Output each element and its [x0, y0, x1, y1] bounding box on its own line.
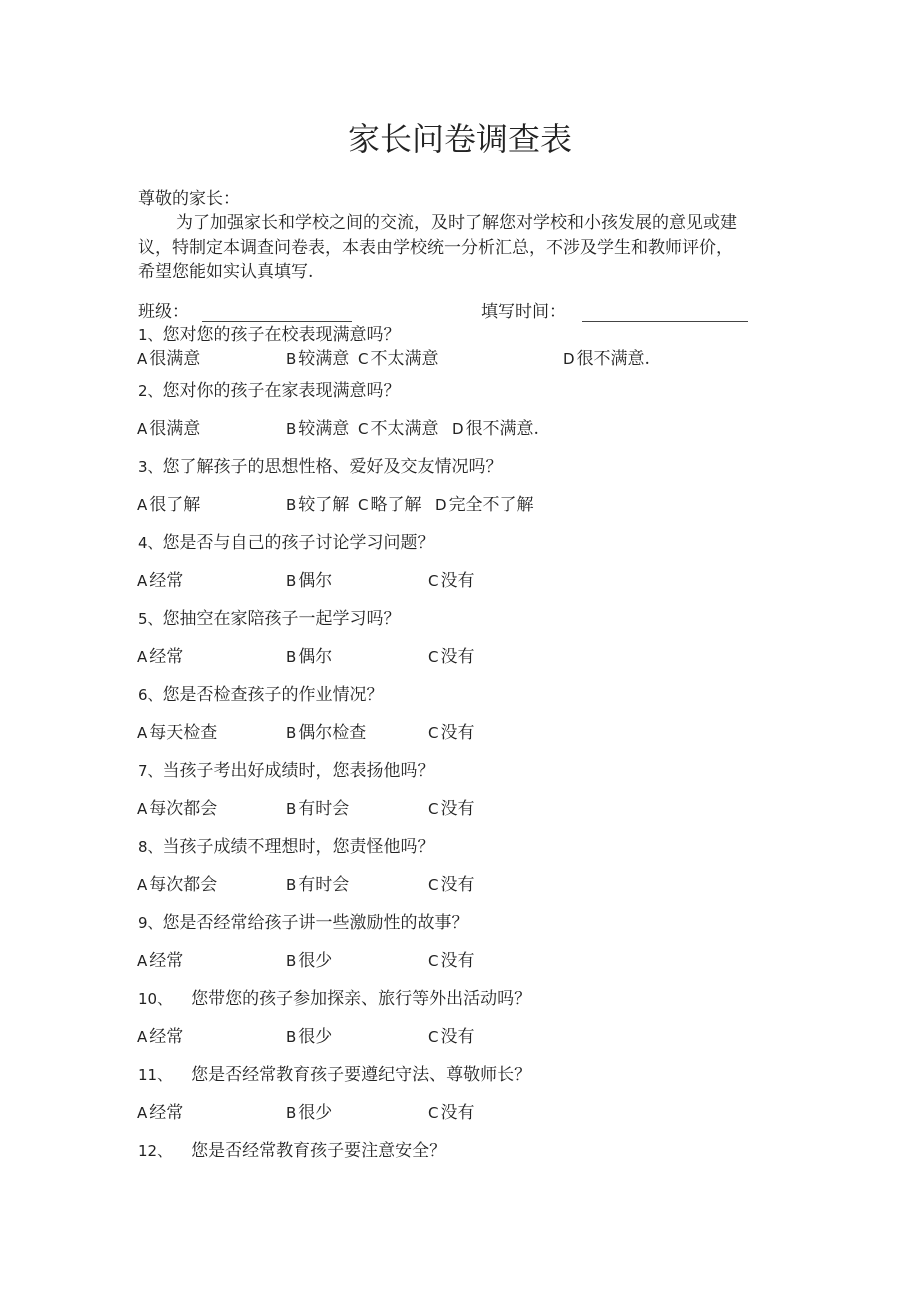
option-c[interactable] [428, 649, 474, 666]
option-label: 偶尔 [298, 647, 333, 667]
option-b[interactable] [286, 877, 349, 894]
option-letter: B [286, 420, 297, 438]
option-c[interactable] [358, 351, 438, 368]
option-letter: A [137, 350, 148, 368]
option-letter: B [286, 572, 297, 590]
option-label: 没有 [440, 951, 475, 971]
option-d[interactable] [435, 497, 534, 514]
option-letter: B [286, 350, 297, 368]
question-number: 6、 [138, 686, 163, 704]
option-c[interactable] [428, 1105, 474, 1122]
question-number: 12、 [138, 1142, 173, 1160]
option-b[interactable] [286, 351, 349, 368]
option-label: 没有 [440, 1027, 475, 1047]
option-b[interactable] [286, 497, 349, 514]
option-a[interactable] [137, 1029, 183, 1046]
option-letter: C [428, 572, 439, 590]
option-label: 经常 [149, 571, 184, 591]
option-a[interactable] [137, 725, 217, 742]
option-letter: C [428, 724, 439, 742]
option-label: 很少 [298, 1103, 333, 1123]
option-a[interactable] [137, 877, 217, 894]
option-letter: B [286, 496, 297, 514]
question-5 [138, 611, 401, 628]
question-8 [138, 839, 435, 856]
option-a[interactable] [137, 497, 200, 514]
option-a[interactable] [137, 573, 183, 590]
option-d[interactable] [452, 421, 539, 438]
option-letter: B [286, 876, 297, 894]
option-label: 完全不了解 [448, 495, 534, 515]
option-label: 较满意 [298, 419, 350, 439]
option-label: 很不满意. [576, 349, 650, 369]
option-b[interactable] [286, 1029, 332, 1046]
question-text: 当孩子考出好成绩时，您表扬他吗？ [162, 761, 435, 781]
option-letter: C [428, 1028, 439, 1046]
time-label: 填写时间： [481, 302, 566, 322]
question-4 [138, 535, 435, 552]
option-c[interactable] [428, 877, 474, 894]
greeting: 尊敬的家长： [138, 189, 240, 209]
question-7 [138, 763, 435, 780]
option-letter: A [137, 1104, 148, 1122]
option-label: 没有 [440, 1103, 475, 1123]
question-12 [138, 1143, 446, 1160]
option-letter: A [137, 1028, 148, 1046]
intro-line-1: 为了加强家长和学校之间的交流，及时了解您对学校和小孩发展的意见或建 [176, 213, 737, 233]
question-text: 当孩子成绩不理想时，您责怪他吗？ [162, 837, 435, 857]
question-3 [138, 459, 503, 476]
option-label: 很少 [298, 1027, 333, 1047]
option-b[interactable] [286, 725, 366, 742]
option-letter: C [358, 350, 369, 368]
option-label: 有时会 [298, 875, 350, 895]
option-letter: D [435, 496, 447, 514]
option-label: 经常 [149, 1027, 184, 1047]
option-letter: C [428, 1104, 439, 1122]
option-label: 没有 [440, 875, 475, 895]
question-text: 您了解孩子的思想性格、爱好及交友情况吗？ [162, 457, 503, 477]
option-label: 每次都会 [149, 799, 218, 819]
document-title: 家长问卷调查表 [347, 120, 572, 158]
option-b[interactable] [286, 801, 349, 818]
class-input-line[interactable] [202, 321, 352, 322]
question-text: 您对您的孩子在校表现满意吗？ [162, 325, 401, 345]
question-text: 您抽空在家陪孩子一起学习吗？ [162, 609, 401, 629]
option-label: 经常 [149, 1103, 184, 1123]
option-label: 经常 [149, 647, 184, 667]
question-number: 1、 [138, 326, 163, 344]
option-letter: A [137, 724, 148, 742]
option-letter: A [137, 572, 148, 590]
option-label: 没有 [440, 647, 475, 667]
option-a[interactable] [137, 1105, 183, 1122]
option-letter: B [286, 724, 297, 742]
option-label: 偶尔检查 [298, 723, 367, 743]
option-label: 每天检查 [149, 723, 218, 743]
option-letter: D [452, 420, 464, 438]
option-c[interactable] [428, 1029, 474, 1046]
question-9 [138, 915, 469, 932]
option-label: 没有 [440, 799, 475, 819]
question-10 [138, 991, 531, 1008]
option-label: 很不满意. [465, 419, 539, 439]
intro-line-2: 议，特制定本调查问卷表，本表由学校统一分析汇总，不涉及学生和教师评价， [138, 238, 733, 258]
question-number: 9、 [138, 914, 163, 932]
option-letter: C [428, 876, 439, 894]
question-number: 4、 [138, 534, 163, 552]
option-c[interactable] [428, 953, 474, 970]
option-letter: A [137, 800, 148, 818]
option-letter: B [286, 952, 297, 970]
option-c[interactable] [428, 725, 474, 742]
option-letter: A [137, 496, 148, 514]
option-label: 没有 [440, 723, 475, 743]
option-letter: A [137, 420, 148, 438]
option-label: 很少 [298, 951, 333, 971]
option-b[interactable] [286, 573, 332, 590]
question-number: 2、 [138, 382, 163, 400]
option-letter: A [137, 952, 148, 970]
question-2 [138, 383, 401, 400]
option-a[interactable] [137, 351, 200, 368]
option-c[interactable] [358, 421, 438, 438]
intro-line-3: 希望您能如实认真填写. [138, 262, 314, 282]
question-number: 8、 [138, 838, 163, 856]
question-number: 10、 [138, 990, 173, 1008]
option-label: 较满意 [298, 349, 350, 369]
option-letter: B [286, 800, 297, 818]
option-a[interactable] [137, 649, 183, 666]
question-1 [138, 327, 401, 344]
class-label: 班级： [138, 302, 189, 322]
option-letter: C [428, 952, 439, 970]
option-label: 不太满意 [370, 349, 439, 369]
option-letter: A [137, 876, 148, 894]
option-label: 很满意 [149, 419, 201, 439]
option-label: 每次都会 [149, 875, 218, 895]
option-letter: C [358, 496, 369, 514]
option-label: 较了解 [298, 495, 350, 515]
option-label: 略了解 [370, 495, 422, 515]
question-11 [138, 1067, 531, 1084]
option-letter: A [137, 648, 148, 666]
option-label: 很满意 [149, 349, 201, 369]
question-number: 3、 [138, 458, 163, 476]
question-number: 7、 [138, 762, 163, 780]
option-c[interactable] [428, 801, 474, 818]
question-text: 您是否经常教育孩子要注意安全？ [191, 1141, 447, 1161]
option-b[interactable] [286, 649, 332, 666]
option-label: 没有 [440, 571, 475, 591]
option-letter: C [428, 800, 439, 818]
option-letter: C [428, 648, 439, 666]
option-label: 很了解 [149, 495, 201, 515]
option-b[interactable] [286, 421, 349, 438]
option-label: 经常 [149, 951, 184, 971]
option-letter: D [563, 350, 575, 368]
question-number: 11、 [138, 1066, 173, 1084]
question-text: 您是否经常给孩子讲一些激励性的故事？ [162, 913, 469, 933]
option-c[interactable] [428, 573, 474, 590]
option-a[interactable] [137, 953, 183, 970]
question-text: 您是否经常教育孩子要遵纪守法、尊敬师长？ [191, 1065, 532, 1085]
option-letter: B [286, 1104, 297, 1122]
option-label: 偶尔 [298, 571, 333, 591]
question-text: 您带您的孩子参加探亲、旅行等外出活动吗？ [191, 989, 532, 1009]
question-text: 您对你的孩子在家表现满意吗？ [162, 381, 401, 401]
option-label: 有时会 [298, 799, 350, 819]
option-a[interactable] [137, 801, 217, 818]
time-input-line[interactable] [582, 321, 748, 322]
option-label: 不太满意 [370, 419, 439, 439]
question-6 [138, 687, 384, 704]
option-letter: B [286, 1028, 297, 1046]
question-text: 您是否检查孩子的作业情况？ [162, 685, 384, 705]
option-b[interactable] [286, 1105, 332, 1122]
option-letter: B [286, 648, 297, 666]
question-number: 5、 [138, 610, 163, 628]
option-d[interactable] [563, 351, 650, 368]
option-c[interactable] [358, 497, 421, 514]
option-b[interactable] [286, 953, 332, 970]
option-letter: C [358, 420, 369, 438]
option-a[interactable] [137, 421, 200, 438]
question-text: 您是否与自己的孩子讨论学习问题？ [162, 533, 435, 553]
